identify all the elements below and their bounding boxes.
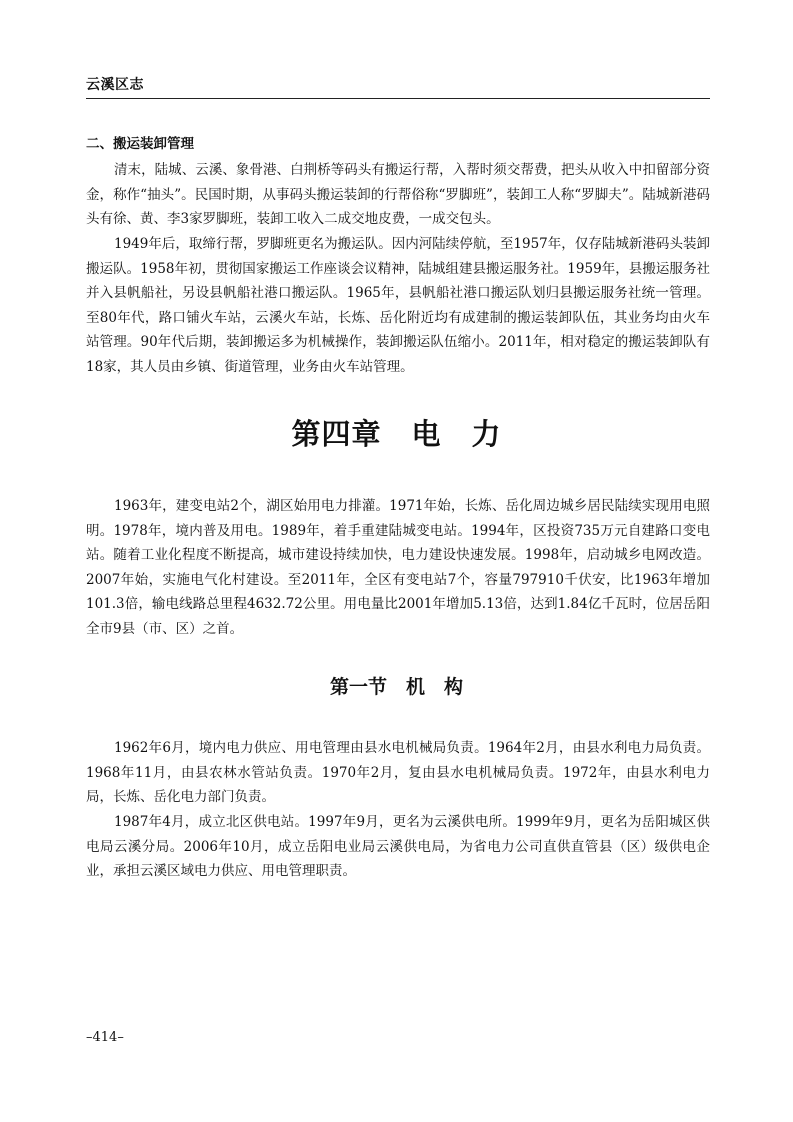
header-divider — [86, 98, 710, 99]
section-paragraph-2: 1949年后，取缔行帮，罗脚班更名为搬运队。因内河陆续停航，至1957年，仅存陆城新港码头装卸搬运队。1958年初，贯彻国家搬运工作座谈会议精神，陆城组建县搬运服务社。1959年，县搬运服务社并入县帆船社，另设县帆船社港口搬运队。1965年，县帆船社港口搬运队划归县搬运服务社统一管理。至80年代，路口铺火车站，云溪火车站，长炼、岳化附近均有成建制的搬运装卸队伍，其业务均由火车站管理。90年代后期，装卸搬运多为机械操作，装卸搬运队伍缩小。2011年，相对稳定的搬运装卸队有18家，其人员由乡镇、街道管理，业务由火车站管理。 — [86, 236, 710, 375]
section-heading: 二、搬运装卸管理 — [86, 136, 194, 152]
subsection-paragraph-1: 1962年6月，境内电力供应、用电管理由县水电机械局负责。1964年2月，由县水利电力局负责。1968年11月，由县农林水管站负责。1970年2月，复由县水电机械局负责。1972年，由县水利电力局，长炼、岳化电力部门负责。 — [86, 740, 710, 806]
subsection-title: 第一节 机 构 — [329, 676, 463, 698]
subsection-paragraph-2: 1987年4月，成立北区供电站。1997年9月，更名为云溪供电所。1999年9月，更名为岳阳城区供电局云溪分局。2006年10月，成立岳阳电业局云溪供电局，为省电力公司直供直管县（区）级供电企业，承担云溪区域电力供应、用电管理职责。 — [86, 814, 710, 880]
page-number: –414– — [86, 1030, 124, 1045]
running-head-title: 云溪区志 — [86, 77, 144, 93]
section-paragraph-1: 清末，陆城、云溪、象骨港、白荆桥等码头有搬运行帮，入帮时须交帮费，把头从收入中扣留部分资金，称作“抽头”。民国时期，从事码头搬运装卸的行帮俗称“罗脚班”，装卸工人称“罗脚夫”。陆城新港码头有徐、黄、李3家罗脚班，装卸工收入二成交地皮费，一成交包头。 — [86, 162, 710, 228]
chapter-title: 第四章 电 力 — [291, 417, 502, 451]
chapter-intro-paragraph: 1963年，建变电站2个，湖区始用电力排灌。1971年始，长炼、岳化周边城乡居民陆续实现用电照明。1978年，境内普及用电。1989年，着手重建陆城变电站。1994年，区投资735万元自建路口变电站。随着工业化程度不断提高，城市建设持续加快，电力建设快速发展。1998年，启动城乡电网改造。2007年始，实施电气化村建设。至2011年，全区有变电站7个，容量797910千伏安，比1963年增加101.3倍，输电线路总里程4632.72公里。用电量比2001年增加5.13倍，达到1.84亿千瓦时，位居岳阳全市9县（市、区）之首。 — [86, 498, 710, 637]
